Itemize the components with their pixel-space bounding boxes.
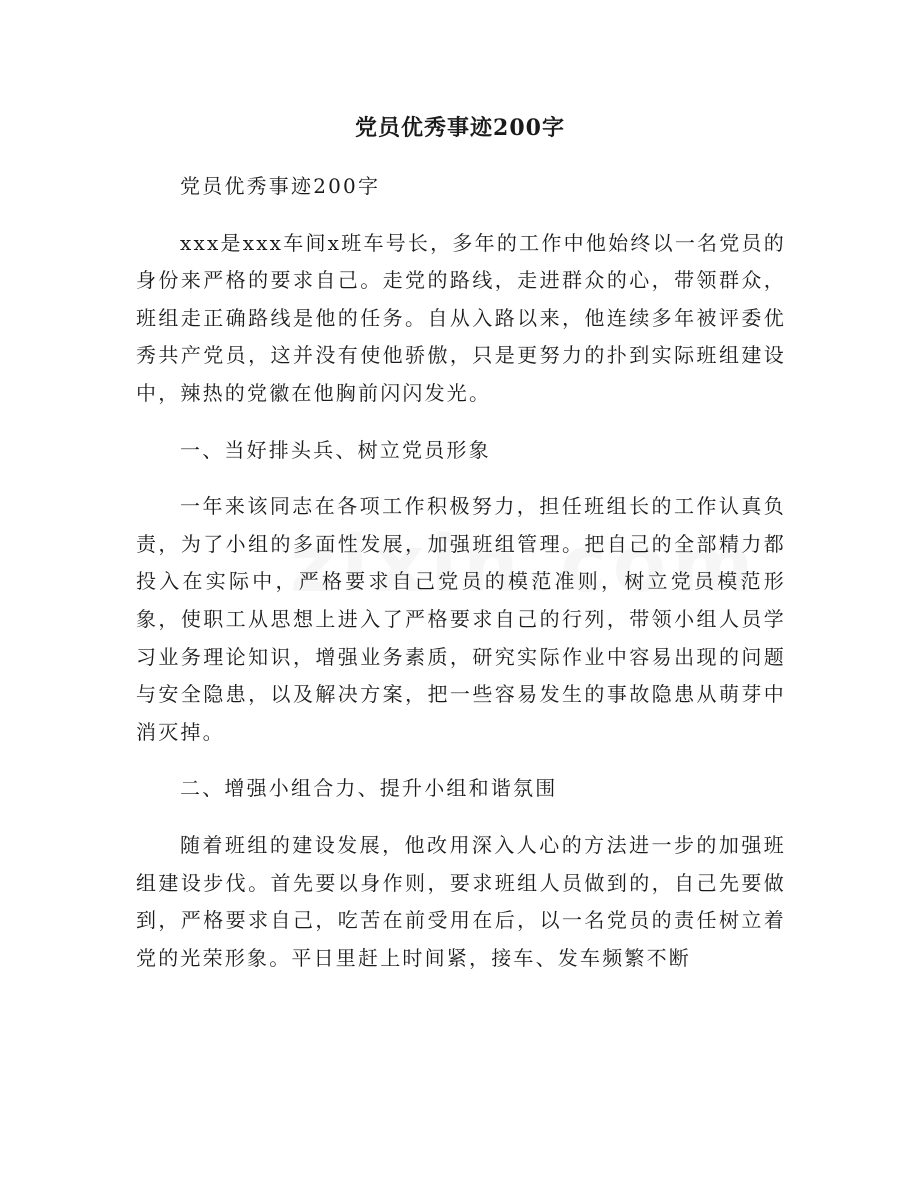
section-heading-2: 二、增强小组合力、提升小组和谐氛围 — [180, 776, 558, 801]
section-heading-1: 一、当好排头兵、树立党员形象 — [180, 437, 491, 462]
subtitle-paragraph: 党员优秀事迹200字 — [180, 174, 381, 198]
document-title: 党员优秀事迹200字 — [355, 115, 565, 141]
document-body — [136, 168, 786, 996]
intro-paragraph: xxx是xxx车间x班车号长，多年的工作中他始终以一名党员的身份来严格的要求自己。走党的路线，走进群众的心，带领群众，班组走正确路线是他的任务。自从入路以来，他连续多年被评委优秀共产党员，这并没有使他骄傲，只是更努力的扑到实际班组建设中，辣热的党徽在他胸前闪闪发光。 — [136, 230, 786, 405]
section-1-paragraph: 一年来该同志在各项工作积极努力，担任班组长的工作认真负责，为了小组的多面性发展，加强班组管理。把自己的全部精力都投入在实际中，严格要求自己党员的模范准则，树立党员模范形象，使职工从思想上进入了严格要求自己的行列，带领小组人员学习业务理论知识，增强业务素质，研究实际作业中容易出现的问题与安全隐患，以及解决方案，把一些容易发生的事故隐患从萌芽中消灭掉。 — [136, 494, 786, 744]
section-2-paragraph: 随着班组的建设发展，他改用深入人心的方法进一步的加强班组建设步伐。首先要以身作则，要求班组人员做到的，自己先要做到，严格要求自己，吃苦在前受用在后，以一名党员的责任树立着党的光荣形象。平日里赶上时间紧，接车、发车频繁不断 — [136, 832, 786, 970]
